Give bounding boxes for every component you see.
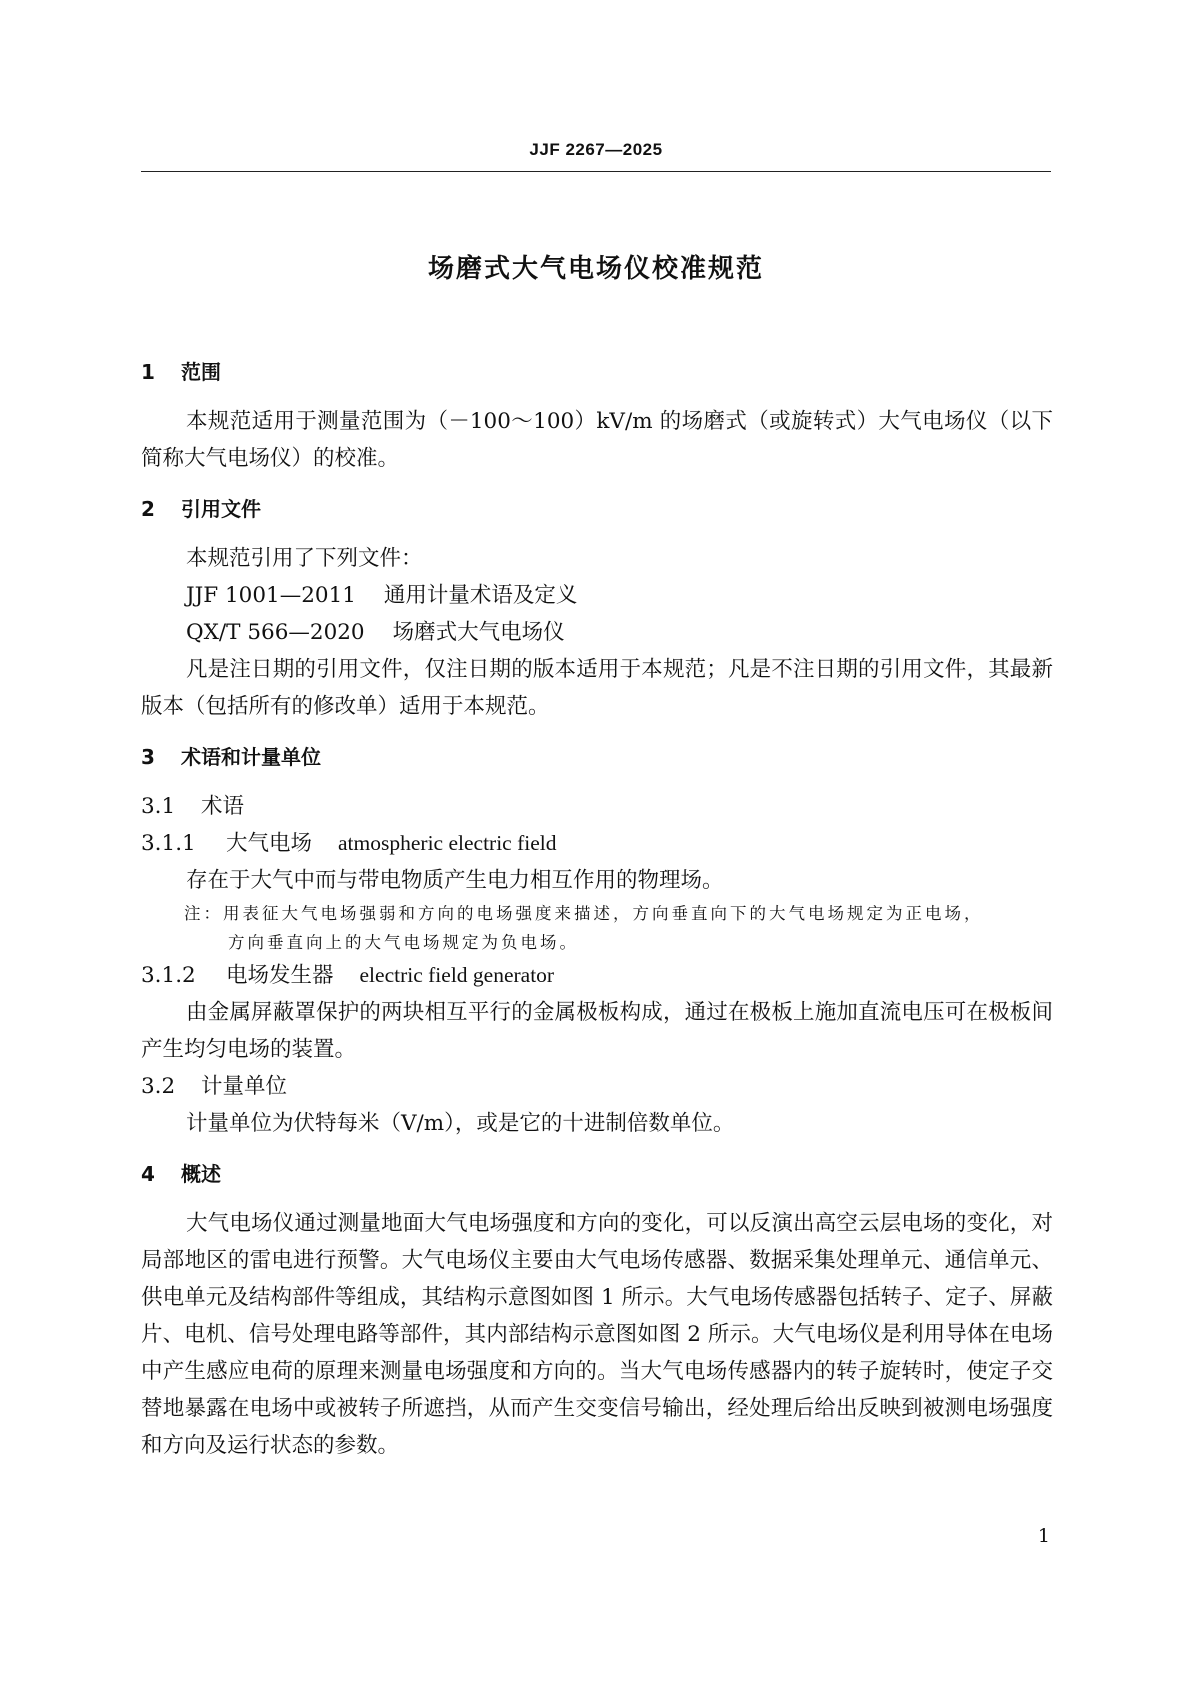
reference-item [141, 577, 1053, 614]
subsection-title: 术语 [201, 794, 245, 819]
subsection-3-2 [141, 1068, 1053, 1105]
subsection-number: 3.2 [141, 1074, 176, 1099]
section-2-heading [141, 491, 1053, 528]
reference-code: JJF 1001—2011 [186, 583, 356, 608]
section-3-heading [141, 739, 1053, 776]
section-number: 2 [141, 497, 155, 521]
document-code-header: JJF 2267—2025 [529, 140, 663, 159]
section-title: 术语和计量单位 [181, 745, 321, 769]
reference-title: 通用计量术语及定义 [383, 583, 578, 608]
term-chinese: 电场发生器 [226, 963, 334, 988]
section-title: 概述 [181, 1162, 221, 1186]
section-number: 4 [141, 1162, 155, 1186]
section-2-paragraph: 凡是注日期的引用文件，仅注日期的版本适用于本规范；凡是不注日期的引用文件，其最新版本（包括所有的修改单）适用于本规范。 [141, 657, 1053, 719]
section-4-paragraph: 大气电场仪通过测量地面大气电场强度和方向的变化，可以反演出高空云层电场的变化，对局部地区的雷电进行预警。大气电场仪主要由大气电场传感器、数据采集处理单元、通信单元、供电单元及结构部件等组成，其结构示意图如图 1 所示。大气电场传感器包括转子、定子、屏蔽片、电机、信号处理电路等部件，其内部结构示意图如图 2 所示。大气电场仪是利用导体在电场中产生感应电荷的原理来测量电场强度和方向的。当大气电场传感器内的转子旋转时，使定子交替地暴露在电场中或被转子所遮挡，从而产生交变信号输出，经处理后给出反映到被测电场强度和方向及运行状态的参数。 [141, 1211, 1053, 1458]
section-number: 3 [141, 745, 155, 769]
term-english: atmospheric electric field [338, 831, 557, 855]
subsection-number: 3.1 [141, 794, 176, 819]
term-number: 3.1.1 [141, 831, 196, 856]
section-1-paragraph: 本规范适用于测量范围为（－100～100）kV/m 的场磨式（或旋转式）大气电场仪（以下简称大气电场仪）的校准。 [141, 409, 1053, 471]
term-3-1-2 [141, 957, 1053, 994]
subsection-3-1 [141, 788, 1053, 825]
note-line: 注：用表征大气电场强弱和方向的电场强度来描述，方向垂直向下的大气电场规定为正电场， [184, 904, 984, 923]
reference-title: 场磨式大气电场仪 [392, 620, 565, 645]
section-number: 1 [141, 360, 155, 384]
reference-code: QX/T 566—2020 [186, 620, 365, 645]
references-intro: 本规范引用了下列文件： [186, 546, 423, 571]
document-title: 场磨式大气电场仪校准规范 [427, 254, 764, 284]
term-chinese: 大气电场 [226, 831, 313, 856]
page-number: 1 [1037, 1525, 1050, 1547]
units-text: 计量单位为伏特每米（V/m），或是它的十进制倍数单位。 [186, 1111, 735, 1136]
document-body [141, 354, 1053, 1464]
term-english: electric field generator [359, 963, 555, 987]
subsection-title: 计量单位 [201, 1074, 288, 1099]
section-4-heading [141, 1156, 1053, 1193]
term-3-1-1 [141, 825, 1053, 862]
term-definition: 由金属屏蔽罩保护的两块相互平行的金属极板构成，通过在极板上施加直流电压可在极板间产生均匀电场的装置。 [141, 1000, 1053, 1062]
term-number: 3.1.2 [141, 963, 196, 988]
note-line: 方向垂直向上的大气电场规定为负电场。 [228, 933, 579, 952]
header-divider [141, 171, 1051, 172]
reference-item [141, 614, 1053, 651]
section-title: 范围 [181, 360, 221, 384]
section-title: 引用文件 [181, 497, 261, 521]
section-1-heading [141, 354, 1053, 391]
term-definition: 存在于大气中而与带电物质产生电力相互作用的物理场。 [186, 868, 724, 893]
